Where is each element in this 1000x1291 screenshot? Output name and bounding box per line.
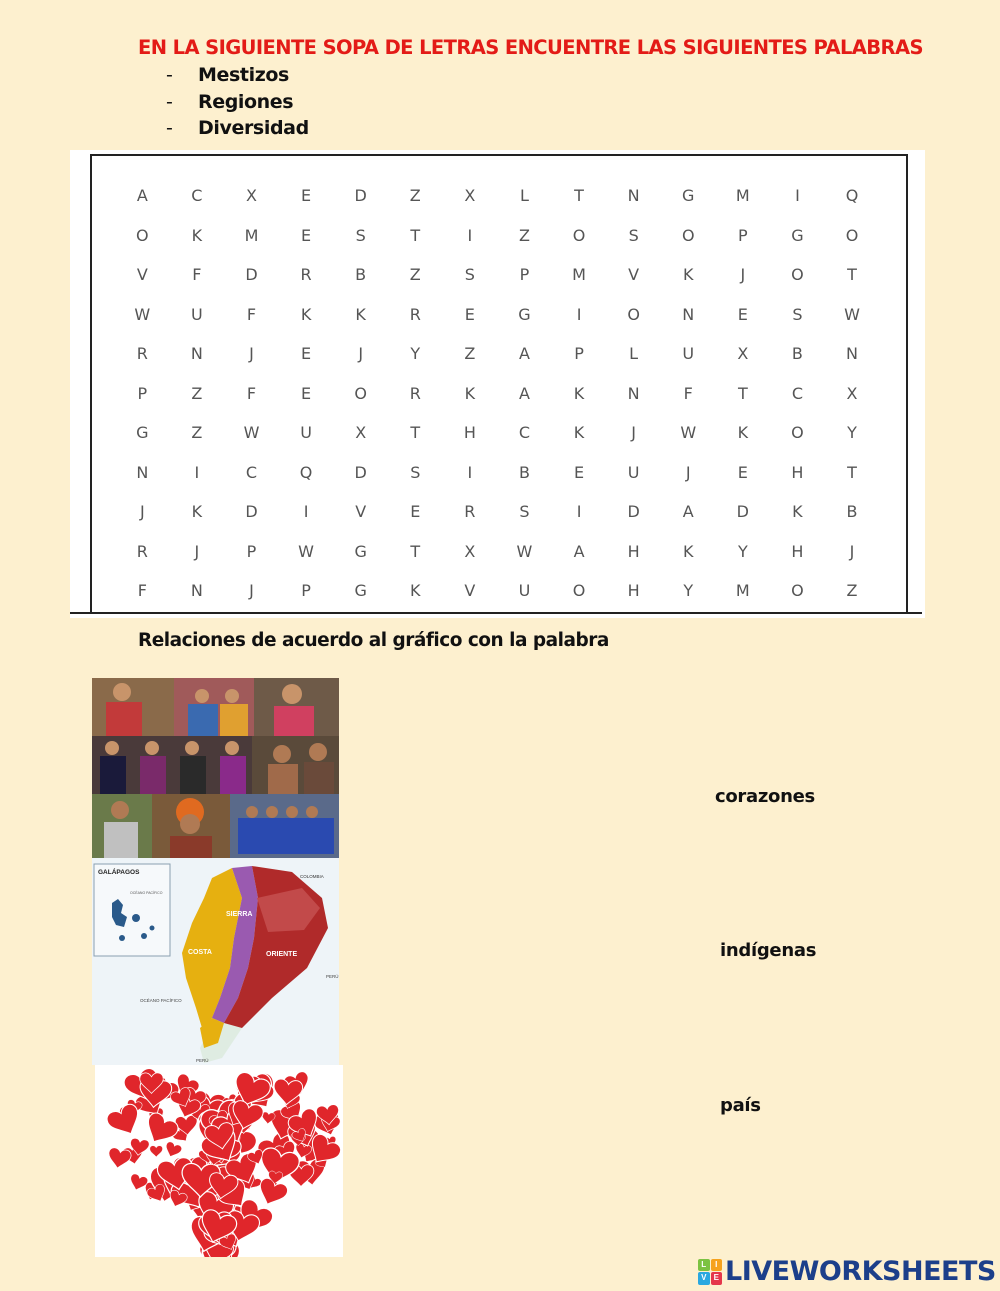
grid-letter[interactable]: N [190,344,203,363]
grid-letter[interactable]: X [464,541,476,561]
grid-letter[interactable]: Z [464,344,476,363]
grid-letter[interactable]: A [518,344,530,363]
grid-letter[interactable]: K [792,502,803,521]
grid-letter[interactable]: F [246,383,257,403]
grid-letter[interactable]: I [467,462,473,482]
grid-letter[interactable]: E [737,304,748,324]
small-heart [150,1146,163,1157]
grid-letter[interactable]: K [573,383,585,403]
grid-letter[interactable]: E [573,462,585,482]
grid-letter[interactable]: Y [737,541,748,561]
grid-letter[interactable]: W [844,304,860,324]
map-label-galapagos: GALÁPAGOS [98,869,140,876]
grid-letter[interactable]: U [682,344,695,363]
map-label-costa: COSTA [188,949,212,956]
map-label-sierra: SIERRA [226,911,253,918]
grid-letter[interactable]: N [627,186,640,205]
grid-letter[interactable]: I [467,225,473,245]
grid-letter[interactable]: D [354,462,367,482]
grid-letter[interactable]: K [191,502,203,521]
grid-letter[interactable]: Z [409,265,421,284]
grid-letter[interactable]: O [845,225,859,245]
logo-text: LIVEWORKSHEETS [725,1256,996,1287]
grid-letter[interactable]: V [628,265,640,284]
grid-letter[interactable]: R [409,304,421,324]
grid-letter[interactable]: O [136,225,149,245]
grid-letter[interactable]: S [355,225,366,245]
grid-letter[interactable]: K [191,225,203,245]
match-word-pais: país [720,1095,761,1116]
grid-letter[interactable]: Q [845,186,859,205]
grid-letter[interactable]: F [246,304,257,324]
grid-letter[interactable]: W [516,541,533,561]
grid-letter[interactable]: B [518,462,530,482]
grid-letter[interactable]: Z [846,581,858,600]
grid-letter[interactable]: C [791,383,803,403]
grid-letter[interactable]: K [355,304,366,324]
grid-letter[interactable]: E [301,225,312,245]
match-word-corazones: corazones [715,786,815,807]
grid-letter[interactable]: U [300,423,312,442]
grid-letter[interactable]: L [519,186,529,205]
grid-letter[interactable]: R [464,502,476,521]
grid-letter[interactable]: J [249,581,254,600]
grid-letter[interactable]: Y [410,344,421,363]
word-list [166,62,309,142]
grid-letter[interactable]: Y [683,581,694,600]
grid-letter[interactable]: V [464,581,476,600]
grid-letter[interactable]: O [681,225,695,245]
grid-letter[interactable]: D [245,502,258,521]
grid-letter[interactable]: G [518,304,531,324]
logo-icon: L I V E [698,1259,722,1285]
grid-letter[interactable]: K [300,304,312,324]
grid-letter[interactable]: G [791,225,804,245]
map-label-colombia: COLOMBIA [300,874,324,879]
grid-letter[interactable]: D [627,502,640,521]
word-search-panel [70,150,925,618]
grid-letter[interactable]: O [627,304,640,324]
word-mestizos: Mestizos [198,64,289,86]
grid-letter[interactable]: A [518,383,530,403]
grid-letter[interactable]: H [791,541,804,561]
grid-letter[interactable]: X [355,423,367,442]
grid-letter[interactable]: U [191,304,203,324]
ecuador-map [92,858,339,1065]
grid-letter[interactable]: Z [409,186,421,205]
map-label-peru-bottom: PERÚ [196,1058,209,1063]
grid-letter[interactable]: T [737,383,748,403]
word-list-item: - Mestizos [166,64,289,86]
grid-letter[interactable]: C [191,186,203,205]
grid-letter[interactable]: T [410,423,421,442]
grid-letter[interactable]: G [354,581,367,600]
grid-letter[interactable]: V [355,502,367,521]
grid-letter[interactable]: C [245,462,258,482]
grid-letter[interactable]: R [409,383,421,403]
map-label-ocean: OCÉANO PACÍFICO [140,998,182,1003]
grid-letter[interactable]: E [464,304,475,324]
grid-letter[interactable]: D [245,265,258,284]
grid-letter[interactable]: J [849,541,855,561]
grid-letter[interactable]: R [136,344,148,363]
grid-letter[interactable]: Z [191,383,203,403]
grid-letter[interactable]: I [795,186,800,205]
grid-letter[interactable]: J [249,344,254,363]
grid-letter[interactable]: O [572,581,586,600]
grid-letter[interactable]: J [139,502,145,521]
photo-collage [92,678,339,858]
grid-letter[interactable]: M [735,581,750,600]
grid-letter[interactable]: W [134,304,151,324]
grid-letter[interactable]: I [194,462,200,482]
grid-letter[interactable]: N [846,344,858,363]
grid-letter[interactable]: W [680,423,697,442]
grid-letter[interactable]: T [574,186,584,205]
grid-letter[interactable]: R [136,541,148,561]
hearts-image [95,1065,343,1257]
grid-letter[interactable]: P [738,225,748,245]
grid-letter[interactable]: O [791,423,804,442]
worksheet-title: EN LA SIGUIENTE SOPA DE LETRAS ENCUENTRE LAS SIGUIENTES PALABRAS [138,36,923,59]
grid-letter[interactable]: V [136,265,148,284]
grid-letter[interactable]: T [847,462,857,482]
grid-letter[interactable]: N [682,304,695,324]
grid-letter[interactable]: H [627,541,640,561]
ecuador-map-image [92,858,339,1065]
grid-letter[interactable]: K [410,581,421,600]
grid-letter[interactable]: F [192,265,202,284]
grid-letter[interactable]: K [573,423,585,442]
grid-letter[interactable]: W [298,541,314,561]
grid-letter[interactable]: J [631,423,636,442]
grid-letter[interactable]: D [354,186,367,205]
grid-letter[interactable]: T [410,225,421,245]
grid-letter[interactable]: M [572,265,586,284]
grid-letter[interactable]: O [354,383,367,403]
grid-letter[interactable]: B [791,344,803,363]
grid-letter[interactable]: K [682,541,694,561]
grid-letter[interactable]: P [301,581,311,600]
grid-letter[interactable]: A [682,502,694,521]
grid-letter[interactable]: N [136,462,149,482]
grid-letter[interactable]: H [627,581,640,600]
grid-letter[interactable]: T [847,265,857,284]
grid-letter[interactable]: E [737,462,748,482]
grid-letter[interactable]: X [846,383,858,403]
word-diversidad: Diversidad [198,117,309,139]
grid-letter[interactable]: E [301,383,312,403]
grid-letter[interactable]: I [303,502,309,521]
grid-letter[interactable]: K [682,265,694,284]
grid-letter[interactable]: B [846,502,858,521]
match-word-indigenas: indígenas [720,940,817,961]
grid-letter[interactable]: Y [847,423,857,442]
grid-letter[interactable]: I [576,304,582,324]
grid-letter[interactable]: O [791,265,804,284]
map-label-peru-right: PERÚ [326,974,339,979]
grid-letter[interactable]: O [791,581,804,600]
grid-letter[interactable]: J [740,265,746,284]
grid-letter[interactable]: D [736,502,749,521]
grid-letter[interactable]: G [354,541,367,561]
grid-letter[interactable]: T [410,541,421,561]
grid-letter[interactable]: H [791,462,804,482]
grid-letter[interactable]: Z [518,225,530,245]
grid-letter[interactable]: Z [191,423,203,442]
grid-letter[interactable]: X [246,186,257,205]
grid-letter[interactable]: S [519,502,530,521]
matching-instruction: Relaciones de acuerdo al gráfico con la palabra [138,630,609,651]
grid-letter[interactable]: W [243,423,260,442]
word-search-grid [115,176,879,611]
grid-letter[interactable]: A [136,186,148,205]
grid-letter[interactable]: S [792,304,803,324]
grid-letter[interactable]: X [464,186,476,205]
indigenous-photos-image [92,678,339,858]
grid-letter[interactable]: K [737,423,749,442]
map-label-oriente: ORIENTE [266,951,298,958]
grid-letter[interactable]: E [301,186,312,205]
grid-letter[interactable]: I [576,502,582,521]
word-list-item: - Regiones [166,90,294,113]
grid-letter[interactable]: H [463,423,476,442]
small-heart [106,1147,132,1170]
grid-letter[interactable]: P [574,344,584,363]
grid-letter[interactable]: K [464,383,476,403]
heart-of-hearts [95,1065,343,1257]
map-label-ocean-small: OCÉANO PACÍFICO [130,891,163,895]
grid-letter[interactable]: B [355,265,367,284]
grid-letter[interactable]: G [682,186,695,205]
grid-letter[interactable]: J [358,344,364,363]
grid-letter[interactable]: C [518,423,531,442]
grid-letter[interactable]: F [137,581,147,600]
grid-letter[interactable]: P [246,541,257,561]
grid-letter[interactable]: J [194,541,200,561]
grid-letter[interactable]: E [410,502,421,521]
grid-letter[interactable]: Q [299,462,313,482]
grid-letter[interactable]: S [464,265,475,284]
grid-letter[interactable]: U [518,581,531,600]
grid-letter[interactable]: O [572,225,586,245]
grid-letter[interactable]: R [300,265,312,284]
grid-letter[interactable]: X [737,344,749,363]
grid-letter[interactable]: N [190,581,203,600]
word-list-item: - Diversidad [166,117,309,139]
grid-letter[interactable]: S [628,225,639,245]
grid-letter[interactable]: E [301,344,312,363]
grid-letter[interactable]: A [573,541,585,561]
grid-letter[interactable]: P [137,383,148,403]
grid-letter[interactable]: U [627,462,640,482]
word-regiones: Regiones [198,90,294,113]
grid-letter[interactable]: G [136,423,149,442]
grid-letter[interactable]: M [244,225,259,245]
grid-letter[interactable]: M [735,186,750,205]
small-heart [163,1141,183,1160]
liveworksheets-logo [698,1256,996,1287]
grid-letter[interactable]: P [519,265,530,284]
grid-letter[interactable]: F [683,383,693,403]
grid-letter[interactable]: L [629,344,639,363]
grid-letter[interactable]: S [410,462,421,482]
grid-letter[interactable]: J [685,462,691,482]
grid-letter[interactable]: N [627,383,640,403]
